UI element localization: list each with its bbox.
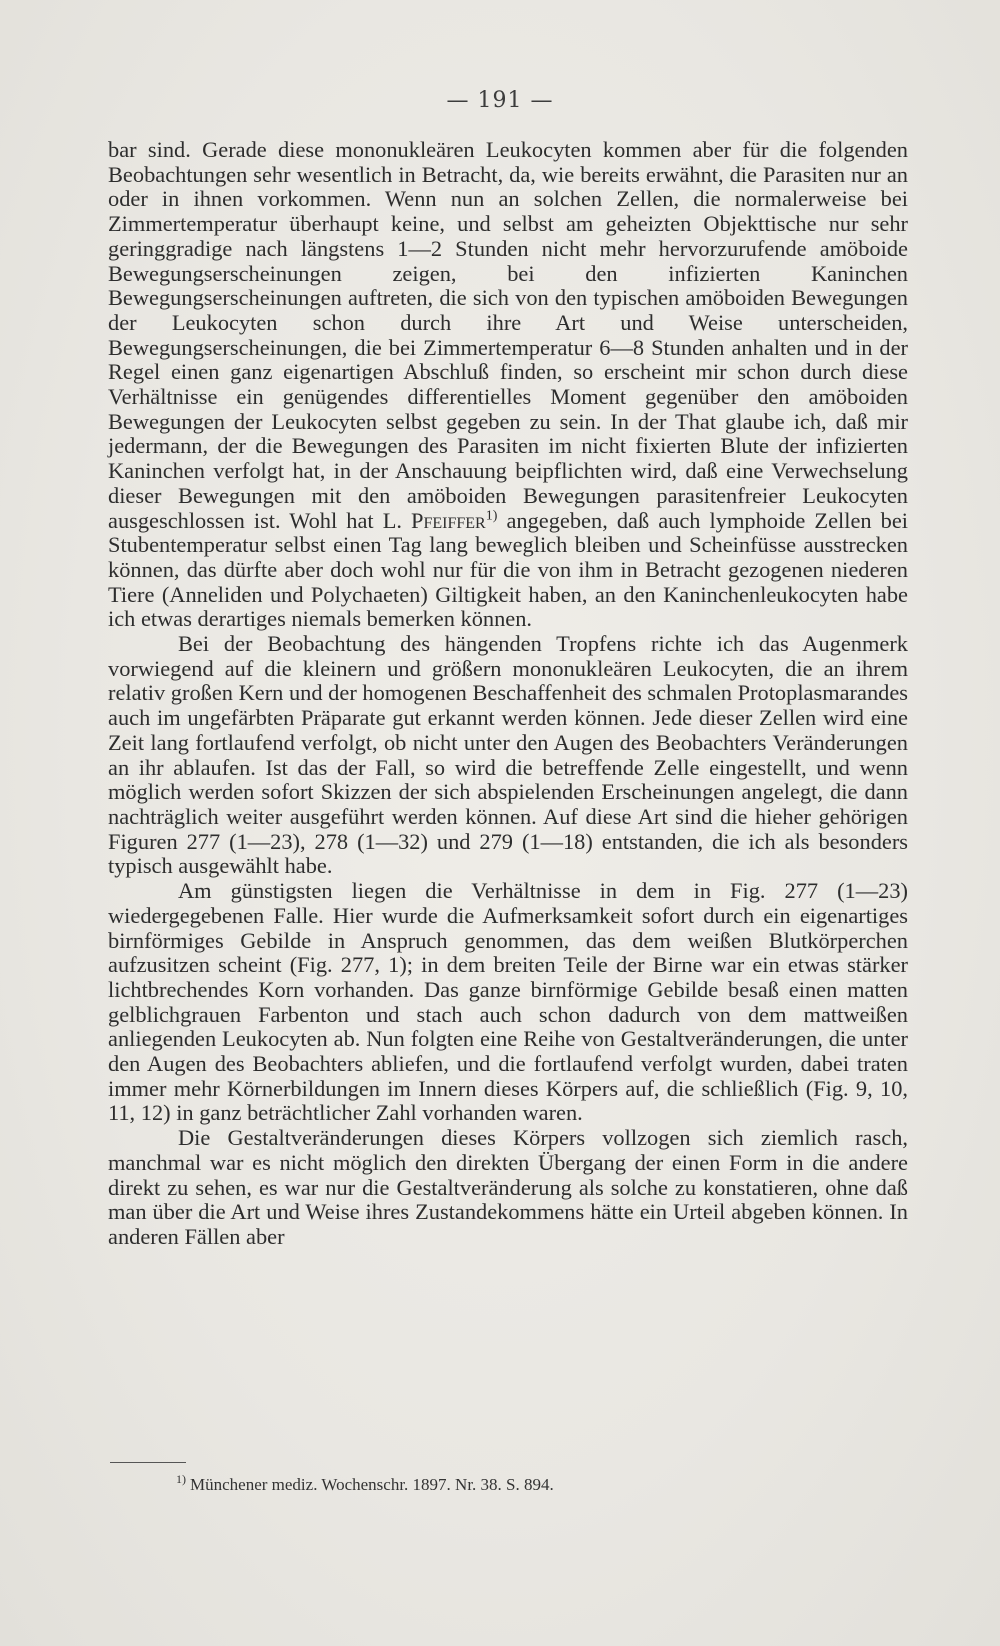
author-name: Pfeiffer <box>411 507 486 533</box>
paragraph-2: Bei der Beobachtung des hängenden Tropfens richte ich das Augenmerk vorwiegend auf die kleinern und größern mononukleären Leukocyten, die an ihrem relativ großen Kern und der homogenen Beschaffenheit des schmalen Protoplasmarandes auch im ungefärbten Präparate gut erkannt werden können. Jede dieser Zellen wird eine Zeit lang fortlaufend verfolgt, ob nicht unter den Augen des Beobachters Veränderungen an ihr ablaufen. Ist das der Fall, so wird die betreffende Zelle eingestellt, und wenn möglich werden sofort Skizzen der sich abspielenden Erscheinungen angelegt, die dann nachträglich weiter ausgeführt werden können. Auf diese Art sind die hieher gehörigen Figuren 277 (1—23), 278 (1—32) und 279 (1—18) entstanden, die ich als besonders typisch ausgewählt habe. <box>108 631 908 879</box>
paragraph-1-text-after: angegeben, daß auch lymphoide Zellen bei Stubentemperatur selbst einen Tag lang beweglich bleiben und Scheinfüsse ausstrecken können, das dürfte aber doch wohl nur für die von ihm in Betracht gezogenen niederen Tiere (Anneliden und Polychaeten) Giltigkeit haben, an den Kaninchenleukocyten habe ich etwas derartiges niemals bemerken können. <box>108 507 908 632</box>
footnote-mark: 1) <box>176 1472 186 1487</box>
footnote-divider <box>110 1462 186 1463</box>
body-text <box>108 138 908 1250</box>
paragraph-1 <box>108 138 908 632</box>
footnote <box>176 1474 876 1496</box>
paragraph-3: Am günstigsten liegen die Verhältnisse in dem in Fig. 277 (1—23) wiedergegebenen Falle. Hier wurde die Aufmerksamkeit sofort durch ein eigenartiges birnförmiges Gebilde in Anspruch genommen, das dem weißen Blutkörperchen aufzusitzen scheint (Fig. 277, 1); in dem breiten Teile der Birne war ein etwas stärker lichtbrechendes Korn vorhanden. Das ganze birnförmige Gebilde besaß einen matten gelblichgrauen Farbenton und stach auch schon dadurch von dem mattweißen anliegenden Leukocyten ab. Nun folgten eine Reihe von Gestaltveränderungen, die unter den Augen des Beobachters abliefen, und die fortlaufend verfolgt wurden, dabei traten immer mehr Körnerbildungen im Innern dieses Körpers auf, die schließlich (Fig. 9, 10, 11, 12) in ganz beträchtlicher Zahl vorhanden waren. <box>108 878 908 1126</box>
footnote-reference: 1) <box>485 508 498 524</box>
paragraph-4: Die Gestaltveränderungen dieses Körpers vollzogen sich ziemlich rasch, manchmal war es nicht möglich den direkten Übergang der einen Form in die andere direkt zu sehen, es war nur die Gestaltveränderung als solche zu konstatieren, ohne daß man über die Art und Weise ihres Zustandekommens hätte ein Urteil abgeben können. In anderen Fällen aber <box>108 1125 908 1249</box>
footnote-text: Münchener mediz. Wochenschr. 1897. Nr. 38. S. 894. <box>190 1475 554 1494</box>
page-number: — 191 — <box>446 88 554 113</box>
paragraph-1-text-before: bar sind. Gerade diese mononukleären Leukocyten kommen aber für die folgenden Beobachtungen sehr wesentlich in Betracht, da, wie bereits erwähnt, die Parasiten nur an oder in ihnen vorkommen. Wenn nun an solchen Zellen, die normalerweise bei Zimmertemperatur überhaupt keine, und selbst am geheizten Objekttische nur sehr geringgradige nach längstens 1—2 Stunden nicht mehr hervorzurufende amöboide Bewegungserscheinungen zeigen, bei den infizierten Kaninchen Bewegungserscheinungen auftreten, die sich von den typischen amöboiden Bewegungen der Leukocyten schon durch ihre Art und Weise unterscheiden, Bewegungserscheinungen, die bei Zimmertemperatur 6—8 Stunden anhalten und in der Regel einen ganz eigenartigen Abschluß finden, so erscheint mir schon durch diese Verhältnisse ein genügendes differentielles Moment gegenüber den amöboiden Bewegungen der Leukocyten selbst gegeben zu sein. In der That glaube ich, daß mir jedermann, der die Bewegungen des Parasiten im nicht fixierten Blute der infizierten Kaninchen verfolgt hat, in der Anschauung beipflichten wird, daß eine Verwechselung dieser Bewegungen mit den amöboiden Bewegungen parasitenfreier Leukocyten ausgeschlossen ist. Wohl hat L. <box>108 137 908 533</box>
